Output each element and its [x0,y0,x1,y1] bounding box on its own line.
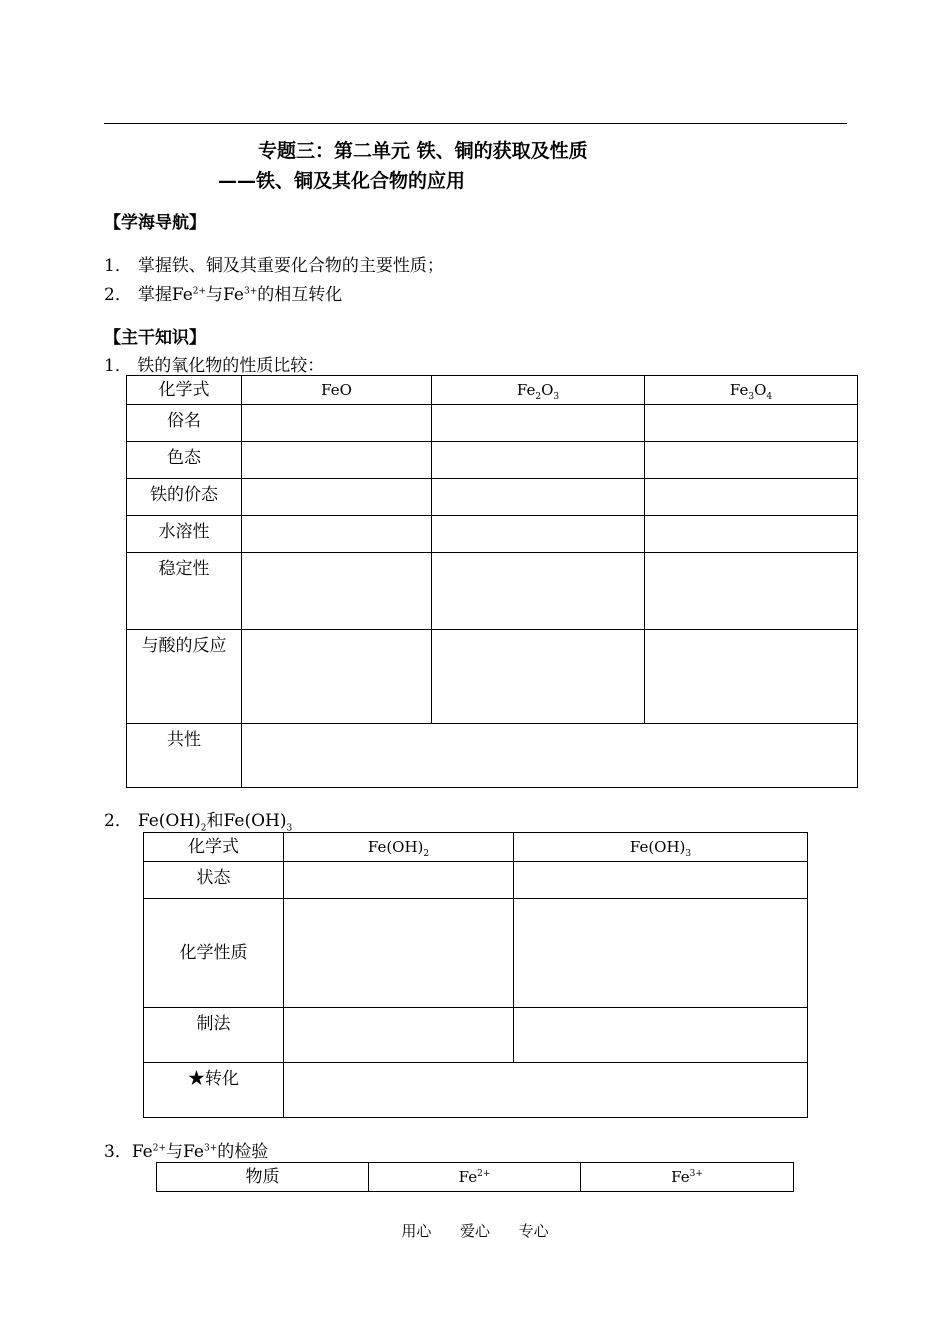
blank-cell[interactable] [242,516,432,553]
table-row [144,1063,808,1118]
blank-cell[interactable] [242,405,432,442]
blank-cell[interactable] [645,479,858,516]
blank-cell[interactable] [432,516,645,553]
q2-heading: 2． $Fe(OH)_2$和$Fe(OH)_3$ [104,811,293,834]
blank-cell[interactable] [645,630,858,724]
row-label: ★转化 [144,1063,284,1118]
blank-cell[interactable] [432,405,645,442]
table-header-row [127,376,858,405]
q3-heading: 3．$Fe^{2+}$与$Fe^{3+}$的检验 [104,1142,269,1162]
page-footer: 用心 爱心 专心 [401,1222,549,1240]
table-row [127,516,858,553]
blank-cell[interactable] [432,630,645,724]
table-row [127,479,858,516]
blank-cell[interactable] [645,405,858,442]
guide-item-2 [104,280,342,305]
blank-cell[interactable] [645,516,858,553]
guide-item-number: 2． [104,285,132,305]
blank-cell[interactable] [242,724,858,788]
row-label: 俗名 [127,405,242,442]
table-row [127,630,858,724]
page-subtitle: ——铁、铜及其化合物的应用 [218,170,466,192]
table-header-row [157,1163,794,1192]
blank-cell[interactable] [432,442,645,479]
blank-cell[interactable] [242,630,432,724]
guide-item-text: 掌握铁、铜及其重要化合物的主要性质； [137,256,444,276]
blank-cell[interactable] [242,553,432,630]
blank-cell[interactable] [284,899,514,1008]
blank-cell[interactable] [432,479,645,516]
header-cell-fe2o3: $Fe_2O_3$ [432,376,645,405]
table-row [144,862,808,899]
row-label: 稳定性 [127,553,242,630]
header-cell-feoh2: $Fe(OH)_2$ [284,833,514,862]
guide-item-text: 掌握$Fe^{2+}$与$Fe^{3+}$的相互转化 [137,285,343,305]
row-label: 与酸的反应 [127,630,242,724]
blank-cell[interactable] [284,1063,808,1118]
blank-cell[interactable] [645,442,858,479]
blank-cell[interactable] [514,862,808,899]
section-knowledge: 【主干知识】 [104,328,206,348]
table-row [127,553,858,630]
table-row [127,405,858,442]
blank-cell[interactable] [645,553,858,630]
header-cell-fe2: $Fe^{2+}$ [369,1163,581,1192]
row-label: 共性 [127,724,242,788]
table-header-row [144,833,808,862]
row-label: 铁的价态 [127,479,242,516]
row-label: 色态 [127,442,242,479]
header-cell-fe3o4: $Fe_3O_4$ [645,376,858,405]
header-cell-feo: FeO [242,376,432,405]
blank-cell[interactable] [284,1008,514,1063]
table-row [127,724,858,788]
row-label: 状态 [144,862,284,899]
blank-cell[interactable] [242,479,432,516]
table-row [144,1008,808,1063]
ion-detection-table [156,1162,794,1192]
blank-cell[interactable] [284,862,514,899]
row-label: 制法 [144,1008,284,1063]
iron-hydroxide-table [143,832,808,1118]
page-title: 专题三：第二单元 铁、铜的获取及性质 [258,140,588,162]
row-label: 水溶性 [127,516,242,553]
blank-cell[interactable] [242,442,432,479]
header-cell-feoh3: $Fe(OH)_3$ [514,833,808,862]
table-row [144,899,808,1008]
blank-cell[interactable] [514,899,808,1008]
row-label: 化学性质 [144,899,284,1008]
header-cell: 物质 [157,1163,369,1192]
blank-cell[interactable] [514,1008,808,1063]
table-row [127,442,858,479]
guide-item-1 [104,251,444,276]
header-cell: 化学式 [144,833,284,862]
iron-oxide-table [126,375,858,788]
top-rule [104,123,847,124]
q1-heading: 1． 铁的氧化物的性质比较： [104,356,325,376]
guide-item-number: 1． [104,256,132,276]
header-cell-fe3: $Fe^{3+}$ [581,1163,794,1192]
section-guide: 【学海导航】 [104,213,206,233]
blank-cell[interactable] [432,553,645,630]
header-cell: 化学式 [127,376,242,405]
